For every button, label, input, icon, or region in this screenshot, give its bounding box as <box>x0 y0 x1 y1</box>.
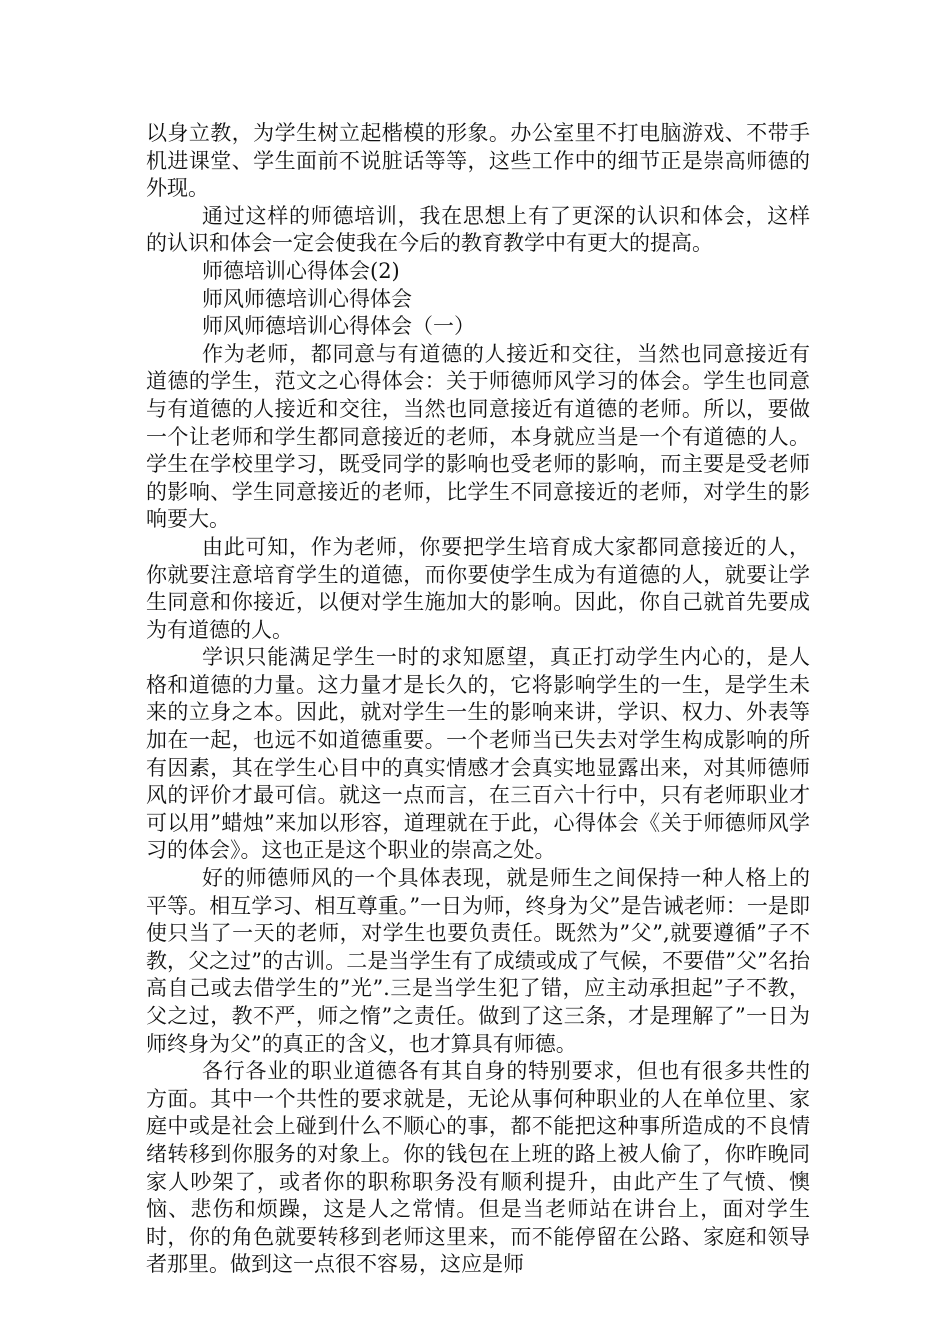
paragraph: 由此可知，作为老师，你要把学生培育成大家都同意接近的人，你就要注意培育学生的道德，而你要使学生成为有道德的人，就要让学生同意和你接近，以便对学生施加大的影响。因此，你自己就首先要成为有道德的人。 <box>146 534 810 642</box>
paragraph: 通过这样的师德培训，我在思想上有了更深的认识和体会，这样的认识和体会一定会使我在今后的教育教学中有更大的提高。 <box>146 203 810 256</box>
section-heading: 师风师德培训心得体会（一） <box>202 314 475 339</box>
paragraph: 以身立教，为学生树立起楷模的形象。办公室里不打电脑游戏、不带手机进课堂、学生面前不说脏话等等，这些工作中的细节正是崇高师德的外现。 <box>146 121 810 201</box>
paragraph: 各行各业的职业道德各有其自身的特别要求，但也有很多共性的方面。其中一个共性的要求就是，无论从事何种职业的人在单位里、家庭中或是社会上碰到什么不顺心的事，都不能把这种事所造成的不良情绪转移到你服务的对象上。你的钱包在上班的路上被人偷了，你昨晚同家人吵架了，或者你的职称职务没有顺利提升，由此产生了气愤、懊恼、悲伤和烦躁，这是人之常情。但是当老师站在讲台上，面对学生时，你的角色就要转移到老师这里来，而不能停留在公路、家庭和领导者那里。做到这一点很不容易，这应是师 <box>146 1059 810 1277</box>
paragraph: 好的师德师风的一个具体表现，就是师生之间保持一种人格上的平等。相互学习、相互尊重。”一日为师，终身为父”是告诫老师：一是即使只当了一天的老师，对学生也要负责任。既然为”父”,就要遵循”子不教，父之过”的古训。二是当学生有了成绩或成了气候，不要借”父”名抬高自己或去借学生的”光”.三是当学生犯了错，应主动承担起”子不教，父之过，教不严，师之惰”之责任。做到了这三条，才是理解了”一日为师终身为父”的真正的含义，也才算具有师德。 <box>146 866 810 1056</box>
section-heading: 师风师德培训心得体会 <box>202 286 412 311</box>
section-heading: 师德培训心得体会(2) <box>202 258 400 283</box>
paragraph: 作为老师，都同意与有道德的人接近和交往，当然也同意接近有道德的学生，范文之心得体会：关于师德师风学习的体会。学生也同意与有道德的人接近和交往，当然也同意接近有道德的老师。所以，要做一个让老师和学生都同意接近的老师，本身就应当是一个有道德的人。学生在学校里学习，既受同学的影响也受老师的影响，而主要是受老师的影响、学生同意接近的老师，比学生不同意接近的老师，对学生的影响要大。 <box>146 341 810 532</box>
document-body <box>146 120 810 1279</box>
paragraph: 学识只能满足学生一时的求知愿望，真正打动学生内心的，是人格和道德的力量。这力量才是长久的，它将影响学生的一生，是学生未来的立身之本。因此，就对学生一生的影响来讲，学识、权力、外表等加在一起，也远不如道德重要。一个老师当已失去对学生构成影响的所有因素，其在学生心目中的真实情感才会真实地显露出来，对其师德师风的评价才最可信。就这一点而言，在三百六十行中，只有老师职业才可以用”蜡烛”来加以形容，道理就在于此，心得体会《关于师德师风学习的体会》。这也正是这个职业的崇高之处。 <box>146 645 810 863</box>
